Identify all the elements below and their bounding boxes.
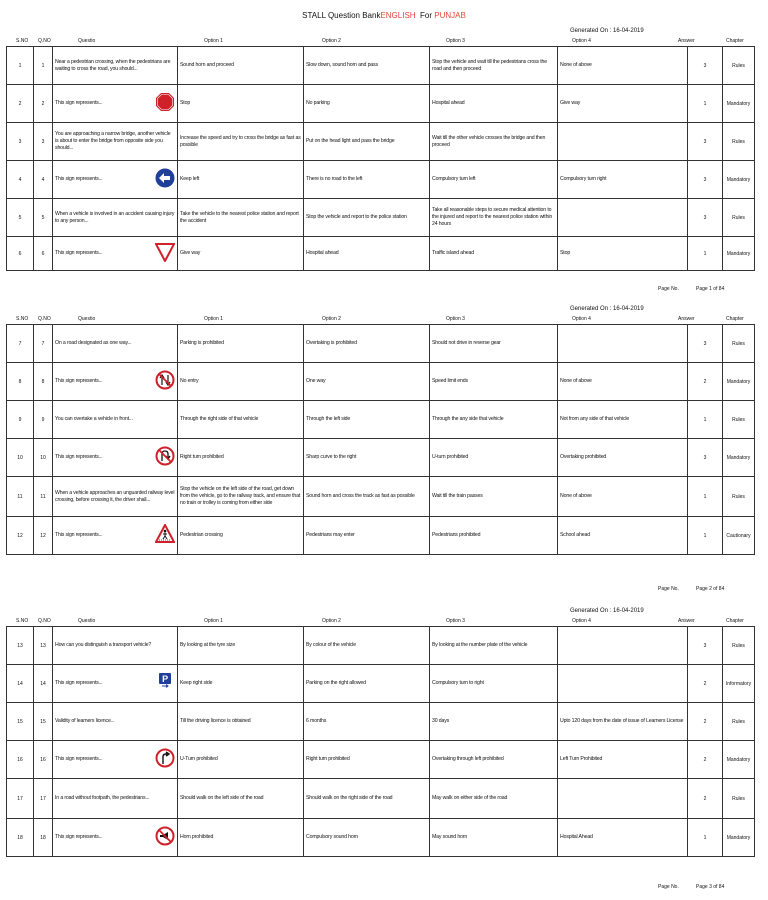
serial-number-cell: 17 (7, 779, 34, 819)
option-3-cell: Through the any side that vehicle (430, 401, 558, 439)
option-3-cell: Compulsory turn to right (430, 665, 558, 703)
option-2-cell: Pedestrians may enter (304, 517, 430, 555)
question-number-cell: 3 (34, 123, 53, 161)
answer-cell: 1 (688, 237, 723, 271)
option-3-cell: 30 days (430, 703, 558, 741)
question-number-cell: 17 (34, 779, 53, 819)
page-number-label: Page No. (658, 286, 679, 292)
option-2-cell: There is no road to the left (304, 161, 430, 199)
table-row (7, 819, 755, 857)
serial-number-cell: 4 (7, 161, 34, 199)
generated-on: Generated On : 16-04-2019 (570, 608, 644, 614)
answer-cell: 1 (688, 819, 723, 857)
option-4-cell: Overtaking prohibited (558, 439, 688, 477)
option-4-cell (558, 199, 688, 237)
question-text: This sign represents... (55, 680, 103, 687)
chapter-cell: Informatory (723, 665, 755, 703)
column-header-question: Questio (78, 618, 96, 624)
option-4-cell: Give way (558, 85, 688, 123)
question-cell (53, 703, 178, 741)
question-cell (53, 161, 178, 199)
right-turn-sign-icon (155, 748, 175, 771)
chapter-cell: Cautionary (723, 517, 755, 555)
table-row (7, 123, 755, 161)
option-1-cell: Right turn prohibited (178, 439, 304, 477)
chapter-cell: Rules (723, 47, 755, 85)
serial-number-cell: 14 (7, 665, 34, 703)
option-1-cell: U-Turn prohibited (178, 741, 304, 779)
serial-number-cell: 11 (7, 477, 34, 517)
option-2-cell: Overtaking is prohibited (304, 325, 430, 363)
table-row (7, 477, 755, 517)
chapter-cell: Rules (723, 325, 755, 363)
column-header-sno: S.NO (16, 38, 29, 44)
column-header-opt4: Option 4 (572, 38, 591, 44)
title-text: STALL Question Bank (302, 11, 381, 20)
question-text: Validity of learners licence... (55, 718, 115, 725)
option-2-cell: By colour of the vehicle (304, 627, 430, 665)
serial-number-cell: 6 (7, 237, 34, 271)
serial-number-cell: 12 (7, 517, 34, 555)
question-text: Near a pedestrian crossing, when the pedestrians are waiting to cross the road, you should... (55, 58, 171, 72)
answer-cell: 2 (688, 741, 723, 779)
chapter-cell: Mandatory (723, 85, 755, 123)
question-text: This sign represents... (55, 834, 103, 841)
option-2-cell: No parking (304, 85, 430, 123)
question-cell (53, 477, 178, 517)
horn-prohibited-icon (155, 826, 175, 849)
table-row (7, 199, 755, 237)
question-text: This sign represents... (55, 532, 103, 539)
question-table (6, 626, 755, 857)
document-title (0, 11, 768, 20)
chapter-cell: Rules (723, 123, 755, 161)
table-row (7, 363, 755, 401)
table-row (7, 703, 755, 741)
serial-number-cell: 18 (7, 819, 34, 857)
page-number-value: Page 1 of 84 (696, 286, 725, 292)
option-4-cell: Left Turn Prohibited (558, 741, 688, 779)
table-row (7, 779, 755, 819)
serial-number-cell: 5 (7, 199, 34, 237)
question-text: On a road designated as one way... (55, 340, 132, 347)
column-header-opt1: Option 1 (204, 316, 223, 322)
option-3-cell: Hospital ahead (430, 85, 558, 123)
generated-on: Generated On : 16-04-2019 (570, 28, 644, 34)
parking-sign-icon (155, 672, 175, 695)
column-header-opt2: Option 2 (322, 316, 341, 322)
option-3-cell: Overtaking through left prohibited (430, 741, 558, 779)
question-text: When a vehicle approaches an unguarded railway level crossing, before crossing it, the driver shall... (55, 489, 175, 503)
option-1-cell: Take the vehicle to the nearest police station and report the accident (178, 199, 304, 237)
option-1-cell: No entry (178, 363, 304, 401)
serial-number-cell: 13 (7, 627, 34, 665)
option-3-cell: Should not drive in reverse gear (430, 325, 558, 363)
option-1-cell: Pedestrian crossing (178, 517, 304, 555)
question-text: When a vehicle is involved in an accident causing injury to any person... (55, 210, 175, 224)
option-1-cell: Should walk on the left side of the road (178, 779, 304, 819)
table-row (7, 325, 755, 363)
column-header-opt2: Option 2 (322, 38, 341, 44)
question-number-cell: 11 (34, 477, 53, 517)
answer-cell: 2 (688, 703, 723, 741)
question-number-cell: 8 (34, 363, 53, 401)
generated-on: Generated On : 16-04-2019 (570, 306, 644, 312)
column-header-question: Questio (78, 316, 96, 322)
column-header-opt3: Option 3 (446, 38, 465, 44)
serial-number-cell: 9 (7, 401, 34, 439)
option-2-cell: One way (304, 363, 430, 401)
option-3-cell: By looking at the number plate of the vehicle (430, 627, 558, 665)
column-header-question: Questio (78, 38, 96, 44)
column-header-opt4: Option 4 (572, 618, 591, 624)
option-2-cell: Should walk on the right side of the road (304, 779, 430, 819)
option-1-cell: Parking is prohibited (178, 325, 304, 363)
question-text: This sign represents... (55, 756, 103, 763)
option-4-cell: Compulsory turn right (558, 161, 688, 199)
column-header-chapter: Chapter (726, 38, 744, 44)
question-text: This sign represents... (55, 378, 103, 385)
option-4-cell (558, 779, 688, 819)
answer-cell: 2 (688, 363, 723, 401)
question-number-cell: 14 (34, 665, 53, 703)
column-header-sno: S.NO (16, 618, 29, 624)
answer-cell: 3 (688, 325, 723, 363)
option-3-cell: Stop the vehicle and wait till the pedestrians cross the road and then proceed (430, 47, 558, 85)
serial-number-cell: 16 (7, 741, 34, 779)
question-number-cell: 2 (34, 85, 53, 123)
table-row (7, 627, 755, 665)
question-cell (53, 85, 178, 123)
question-number-cell: 9 (34, 401, 53, 439)
chapter-cell: Rules (723, 477, 755, 517)
option-2-cell: Sound horn and cross the track as fast as possible (304, 477, 430, 517)
chapter-cell: Mandatory (723, 741, 755, 779)
option-1-cell: Keep right side (178, 665, 304, 703)
chapter-cell: Mandatory (723, 237, 755, 271)
column-header-answer: Answer (678, 618, 695, 624)
option-3-cell: Pedestrians prohibited (430, 517, 558, 555)
option-1-cell: Till the driving licence is obtained (178, 703, 304, 741)
option-1-cell: Increase the speed and try to cross the bridge as fast as possible (178, 123, 304, 161)
question-cell (53, 439, 178, 477)
option-1-cell: Give way (178, 237, 304, 271)
answer-cell: 1 (688, 517, 723, 555)
chapter-cell: Rules (723, 627, 755, 665)
option-2-cell: Right turn prohibited (304, 741, 430, 779)
option-4-cell: Not from any side of that vehicle (558, 401, 688, 439)
serial-number-cell: 10 (7, 439, 34, 477)
table-row (7, 741, 755, 779)
chapter-cell: Rules (723, 779, 755, 819)
column-header-chapter: Chapter (726, 316, 744, 322)
chapter-cell: Mandatory (723, 439, 755, 477)
title-state: PUNJAB (434, 11, 466, 20)
stop-octagon-icon (155, 92, 175, 115)
option-3-cell: Compulsory turn left (430, 161, 558, 199)
answer-cell: 2 (688, 665, 723, 703)
option-3-cell: Speed limit ends (430, 363, 558, 401)
question-number-cell: 5 (34, 199, 53, 237)
option-4-cell: School ahead (558, 517, 688, 555)
chapter-cell: Rules (723, 199, 755, 237)
question-cell (53, 363, 178, 401)
option-1-cell: Through the right side of that vehicle (178, 401, 304, 439)
option-3-cell: May sound horn (430, 819, 558, 857)
serial-number-cell: 1 (7, 47, 34, 85)
option-3-cell: Traffic island ahead (430, 237, 558, 271)
table-row (7, 517, 755, 555)
chapter-cell: Mandatory (723, 819, 755, 857)
option-3-cell: U-turn prohibited (430, 439, 558, 477)
option-1-cell: Horn prohibited (178, 819, 304, 857)
page-number-label: Page No. (658, 884, 679, 890)
option-1-cell: By looking at the tyre size (178, 627, 304, 665)
table-row (7, 161, 755, 199)
answer-cell: 3 (688, 123, 723, 161)
question-number-cell: 18 (34, 819, 53, 857)
question-text: You are approaching a narrow bridge, another vehicle is about to enter the bridge from opposite side you should... (55, 131, 171, 151)
column-header-qno: Q.NO (38, 38, 51, 44)
question-number-cell: 6 (34, 237, 53, 271)
question-number-cell: 12 (34, 517, 53, 555)
serial-number-cell: 7 (7, 325, 34, 363)
answer-cell: 3 (688, 627, 723, 665)
table-row (7, 401, 755, 439)
answer-cell: 3 (688, 161, 723, 199)
chapter-cell: Rules (723, 703, 755, 741)
question-number-cell: 15 (34, 703, 53, 741)
question-cell (53, 517, 178, 555)
answer-cell: 3 (688, 47, 723, 85)
question-cell (53, 665, 178, 703)
column-header-answer: Answer (678, 316, 695, 322)
answer-cell: 1 (688, 401, 723, 439)
question-number-cell: 7 (34, 325, 53, 363)
question-cell (53, 819, 178, 857)
option-1-cell: Keep left (178, 161, 304, 199)
question-text: This sign represents... (55, 176, 103, 183)
question-cell (53, 627, 178, 665)
column-header-opt3: Option 3 (446, 618, 465, 624)
question-number-cell: 10 (34, 439, 53, 477)
column-header-opt3: Option 3 (446, 316, 465, 322)
give-way-triangle-icon (155, 242, 175, 265)
column-header-opt4: Option 4 (572, 316, 591, 322)
option-1-cell: Stop the vehicle on the left side of the road, get down from the vehicle, go to the railway track, and ensure that no train or trolley is coming from either side (178, 477, 304, 517)
question-cell (53, 741, 178, 779)
title-language: ENGLISH (380, 11, 416, 20)
table-row (7, 237, 755, 271)
question-cell (53, 325, 178, 363)
question-cell (53, 237, 178, 271)
column-header-opt1: Option 1 (204, 618, 223, 624)
chapter-cell: Mandatory (723, 363, 755, 401)
option-3-cell: May walk on either side of the road (430, 779, 558, 819)
question-number-cell: 16 (34, 741, 53, 779)
option-2-cell: Sharp curve to the right (304, 439, 430, 477)
column-header-qno: Q.NO (38, 316, 51, 322)
question-text: This sign represents... (55, 250, 103, 257)
option-2-cell: Slow down, sound horn and pass (304, 47, 430, 85)
option-1-cell: Stop (178, 85, 304, 123)
column-header-chapter: Chapter (726, 618, 744, 624)
answer-cell: 3 (688, 199, 723, 237)
answer-cell: 2 (688, 779, 723, 819)
column-header-opt1: Option 1 (204, 38, 223, 44)
option-4-cell: None of above (558, 47, 688, 85)
pedestrian-triangle-icon (155, 524, 175, 547)
table-row (7, 439, 755, 477)
option-4-cell (558, 325, 688, 363)
answer-cell: 1 (688, 85, 723, 123)
option-4-cell: Upto 120 days from the date of issue of Learners License (558, 703, 688, 741)
chapter-cell: Rules (723, 401, 755, 439)
table-row (7, 47, 755, 85)
chapter-cell: Mandatory (723, 161, 755, 199)
page-number-value: Page 3 of 84 (696, 884, 725, 890)
option-4-cell: Hospital Ahead (558, 819, 688, 857)
option-2-cell: Compulsory sound horn (304, 819, 430, 857)
option-3-cell: Wait till the train passes (430, 477, 558, 517)
question-table (6, 46, 755, 271)
option-1-cell: Sound horn and proceed (178, 47, 304, 85)
serial-number-cell: 15 (7, 703, 34, 741)
question-number-cell: 13 (34, 627, 53, 665)
option-3-cell: Take all reasonable steps to secure medical attention to the injured and report to the nearest police station within 24 hours (430, 199, 558, 237)
question-cell (53, 401, 178, 439)
page-number-value: Page 2 of 84 (696, 586, 725, 592)
option-4-cell: None of above (558, 363, 688, 401)
option-4-cell (558, 627, 688, 665)
question-table (6, 324, 755, 555)
column-header-answer: Answer (678, 38, 695, 44)
option-4-cell: Stop (558, 237, 688, 271)
question-cell (53, 123, 178, 161)
question-text: This sign represents... (55, 454, 103, 461)
blue-left-arrow-icon (155, 168, 175, 191)
question-number-cell: 1 (34, 47, 53, 85)
serial-number-cell: 8 (7, 363, 34, 401)
column-header-opt2: Option 2 (322, 618, 341, 624)
two-way-prohibited-icon (155, 370, 175, 393)
serial-number-cell: 2 (7, 85, 34, 123)
option-2-cell: 6 months (304, 703, 430, 741)
option-4-cell (558, 123, 688, 161)
question-cell (53, 199, 178, 237)
question-text: You can overtake a vehicle in front... (55, 416, 133, 423)
option-2-cell: Stop the vehicle and report to the police station (304, 199, 430, 237)
option-4-cell: None of above (558, 477, 688, 517)
question-text: In a road without footpath, the pedestrians... (55, 795, 150, 802)
option-4-cell (558, 665, 688, 703)
question-text: How can you distinguish a transport vehicle? (55, 642, 152, 649)
serial-number-cell: 3 (7, 123, 34, 161)
option-3-cell: Wait till the other vehicle crosses the bridge and then proceed (430, 123, 558, 161)
option-2-cell: Hospital ahead (304, 237, 430, 271)
svg-text:P: P (162, 674, 168, 685)
question-number-cell: 4 (34, 161, 53, 199)
question-text: This sign represents... (55, 100, 103, 107)
page-number-label: Page No. (658, 586, 679, 592)
table-row (7, 85, 755, 123)
option-2-cell: Through the left side (304, 401, 430, 439)
u-turn-prohibited-icon (155, 446, 175, 469)
title-for: For (420, 11, 433, 20)
answer-cell: 3 (688, 439, 723, 477)
table-row (7, 665, 755, 703)
option-2-cell: Put on the head light and pass the bridge (304, 123, 430, 161)
option-2-cell: Parking on the right allowed (304, 665, 430, 703)
column-header-sno: S.NO (16, 316, 29, 322)
column-header-qno: Q.NO (38, 618, 51, 624)
answer-cell: 1 (688, 477, 723, 517)
question-cell (53, 47, 178, 85)
question-cell (53, 779, 178, 819)
